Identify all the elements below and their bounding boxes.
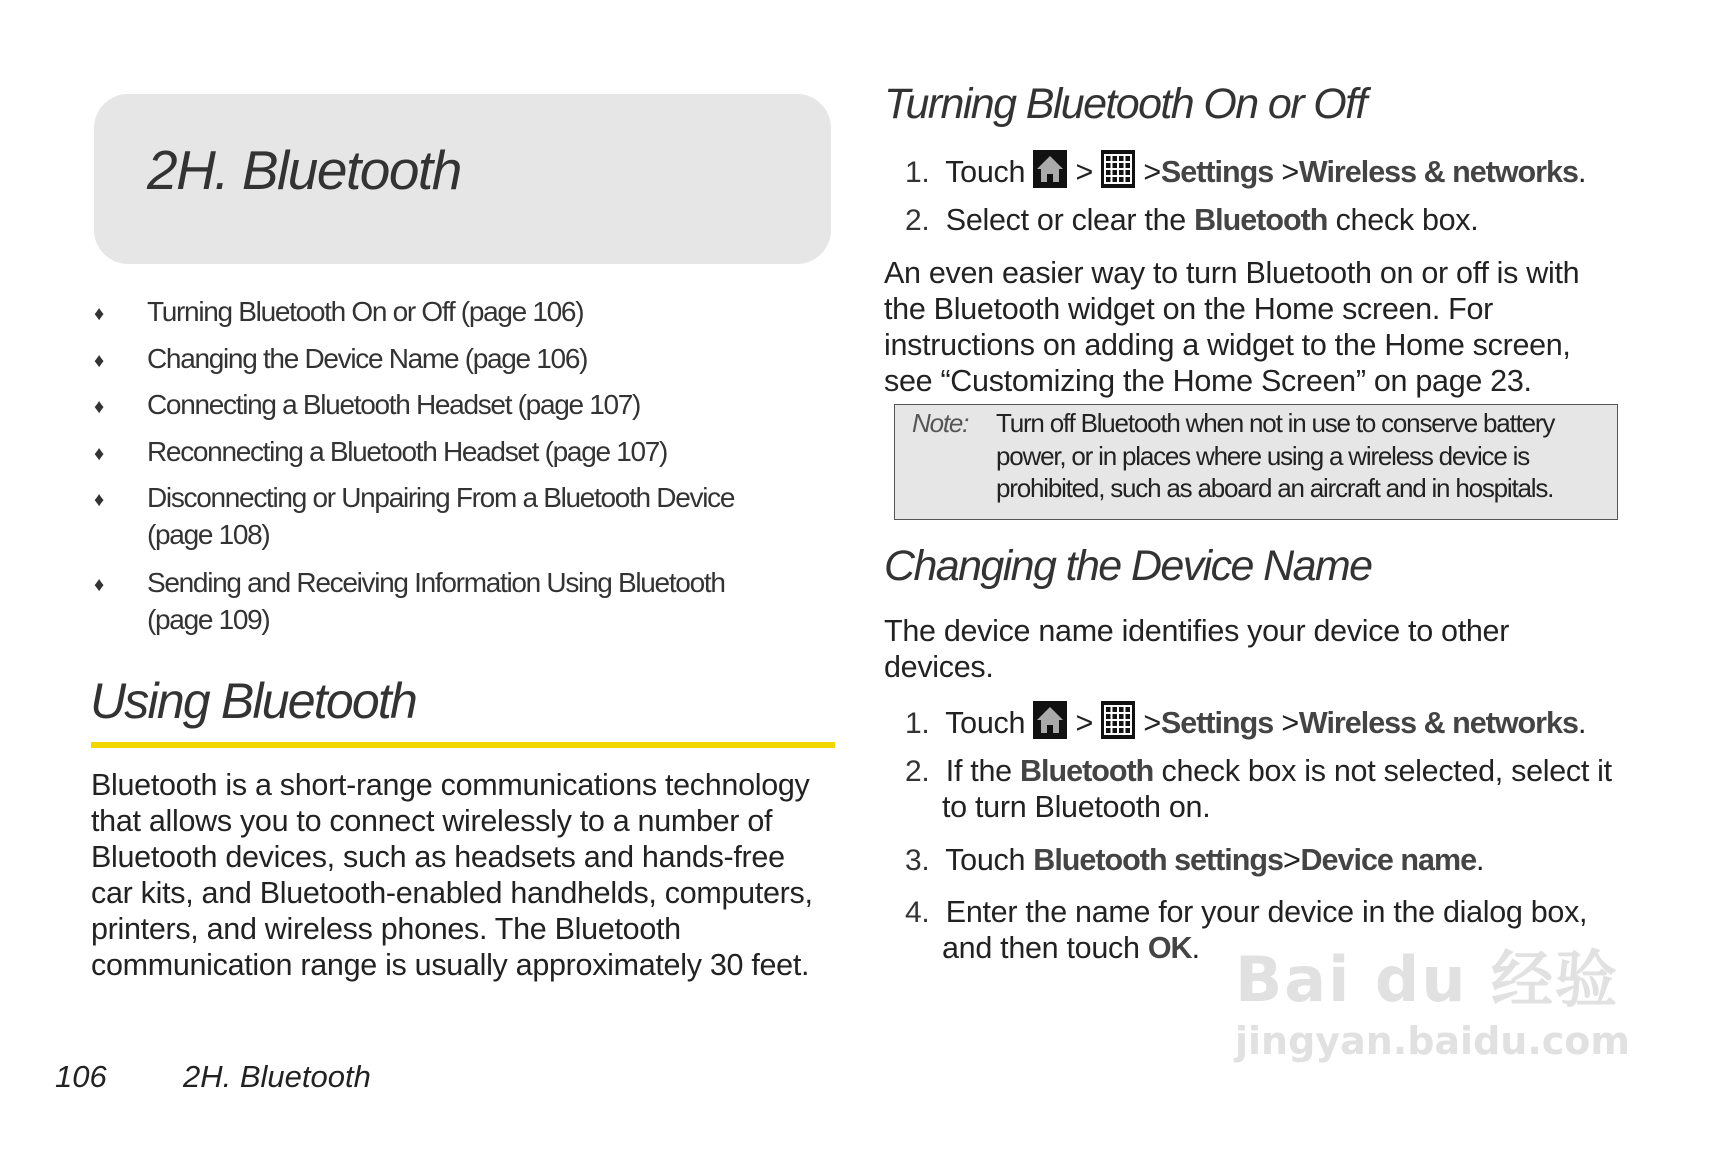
turning-step-2 xyxy=(905,203,1478,238)
baidu-watermark xyxy=(1235,930,1630,1063)
period: . xyxy=(1577,706,1587,740)
section-heading-turning: Turning Bluetooth On or Off xyxy=(884,80,1366,128)
home-icon xyxy=(1033,150,1067,188)
toc-link[interactable]: Turning Bluetooth On or Off (page 106) xyxy=(147,296,584,327)
changing-step-4 xyxy=(905,895,1587,930)
step-text: Select or clear the xyxy=(945,203,1186,237)
toc-link[interactable]: Disconnecting or Unpairing From a Bluetooth Device xyxy=(147,482,735,513)
separator: > xyxy=(1143,155,1161,189)
step-text: to turn Bluetooth on. xyxy=(942,790,1211,824)
turning-step-1 xyxy=(905,150,1586,190)
device-name-label: Device name xyxy=(1300,843,1477,877)
home-icon xyxy=(1033,701,1067,739)
chapter-title: 2H. Bluetooth xyxy=(147,139,461,201)
text-line: see “Customizing the Home Screen” on page 23. xyxy=(884,364,1532,398)
bluetooth-settings-label: Bluetooth settings xyxy=(1033,843,1284,877)
note-line: Turn off Bluetooth when not in use to conserve battery xyxy=(996,408,1555,438)
wireless-label: Wireless & networks xyxy=(1298,155,1578,189)
period: . xyxy=(1577,155,1587,189)
period: . xyxy=(1476,843,1485,877)
apps-grid-icon xyxy=(1101,701,1135,739)
text-line: An even easier way to turn Bluetooth on or off is with xyxy=(884,256,1580,290)
section-heading-changing: Changing the Device Name xyxy=(884,542,1372,590)
toc-link[interactable]: Changing the Device Name (page 106) xyxy=(147,343,588,374)
changing-step-3 xyxy=(905,843,1484,878)
separator: > xyxy=(1281,155,1299,189)
wireless-label: Wireless & networks xyxy=(1298,706,1578,740)
text-line: communication range is usually approximately 30 feet. xyxy=(91,948,810,982)
watermark-brand: Bai du 经验 xyxy=(1235,943,1620,1016)
ok-label: OK xyxy=(1147,931,1192,965)
text-line: the Bluetooth widget on the Home screen. For xyxy=(884,292,1494,326)
separator: > xyxy=(1075,155,1093,189)
step-text: check box is not selected, select it xyxy=(1161,754,1612,788)
toc-link-page[interactable]: (page 108) xyxy=(147,519,270,550)
step-number: 1. xyxy=(905,156,930,189)
step-text: Touch xyxy=(945,843,1026,877)
step-text: If the xyxy=(945,754,1012,788)
separator: > xyxy=(1281,706,1299,740)
bullet-icon: ♦ xyxy=(94,574,105,596)
period: . xyxy=(1191,931,1200,965)
step-number: 3. xyxy=(905,844,930,877)
text-line: The device name identifies your device to other xyxy=(884,614,1510,648)
watermark-url: jingyan.baidu.com xyxy=(1235,1019,1630,1063)
bluetooth-label: Bluetooth xyxy=(1020,754,1154,788)
bullet-icon: ♦ xyxy=(94,443,105,465)
step-number: 2. xyxy=(905,755,930,788)
step-number: 1. xyxy=(905,707,930,740)
changing-step-2 xyxy=(905,754,1612,789)
toc-link[interactable]: Sending and Receiving Information Using Bluetooth xyxy=(147,567,725,598)
note-label: Note: xyxy=(912,408,969,438)
changing-step-4-cont xyxy=(942,931,1200,966)
settings-label: Settings xyxy=(1160,706,1274,740)
settings-label: Settings xyxy=(1160,155,1274,189)
note-line: power, or in places where using a wireless device is xyxy=(996,441,1529,471)
page-number: 106 xyxy=(55,1059,107,1094)
step-text: and then touch xyxy=(942,931,1140,965)
text-line: car kits, and Bluetooth-enabled handhelds, computers, xyxy=(91,876,813,910)
footer-section: 2H. Bluetooth xyxy=(183,1059,371,1094)
section-heading-using: Using Bluetooth xyxy=(90,673,417,729)
changing-step-1 xyxy=(905,701,1586,741)
separator: > xyxy=(1283,843,1301,877)
bullet-icon: ♦ xyxy=(94,303,105,325)
text-line: that allows you to connect wirelessly to a number of xyxy=(91,804,773,838)
bullet-icon: ♦ xyxy=(94,489,105,511)
step-text: Touch xyxy=(945,706,1026,740)
text-line: printers, and wireless phones. The Bluetooth xyxy=(91,912,681,946)
heading-rule xyxy=(91,742,835,748)
toc-link[interactable]: Connecting a Bluetooth Headset (page 107) xyxy=(147,389,641,420)
step-text: Enter the name for your device in the dialog box, xyxy=(945,895,1588,929)
step-number: 2. xyxy=(905,204,930,237)
text-line: Bluetooth devices, such as headsets and hands-free xyxy=(91,840,785,874)
separator: > xyxy=(1075,706,1093,740)
bullet-icon: ♦ xyxy=(94,350,105,372)
step-text: Touch xyxy=(945,155,1026,189)
text-line: devices. xyxy=(884,650,994,684)
toc-link-page[interactable]: (page 109) xyxy=(147,604,270,635)
text-line: instructions on adding a widget to the Home screen, xyxy=(884,328,1571,362)
bullet-icon: ♦ xyxy=(94,396,105,418)
text-line: Bluetooth is a short-range communications technology xyxy=(91,768,810,802)
step-text: check box. xyxy=(1335,203,1479,237)
separator: > xyxy=(1143,706,1161,740)
apps-grid-icon xyxy=(1101,150,1135,188)
bluetooth-label: Bluetooth xyxy=(1194,203,1328,237)
step-number: 4. xyxy=(905,896,930,929)
toc-link[interactable]: Reconnecting a Bluetooth Headset (page 107) xyxy=(147,436,668,467)
note-line: prohibited, such as aboard an aircraft and in hospitals. xyxy=(996,473,1554,503)
